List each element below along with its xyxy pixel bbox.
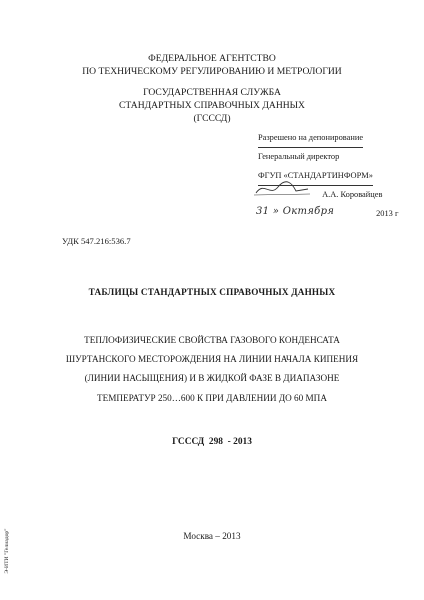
subtitle-line-1: ТЕПЛОФИЗИЧЕСКИЕ СВОЙСТВА ГАЗОВОГО КОНДЕНСАТА: [84, 335, 340, 345]
service-line-3: (ГСССД): [193, 113, 231, 124]
agency-line-2: ПО ТЕХНИЧЕСКОМУ РЕГУЛИРОВАНИЮ И МЕТРОЛОГИИ: [82, 66, 342, 77]
document-title: ТАБЛИЦЫ СТАНДАРТНЫХ СПРАВОЧНЫХ ДАННЫХ: [88, 287, 336, 297]
approval-year: 2013 г: [376, 209, 399, 218]
agency-header: [0, 52, 424, 78]
service-line-2: СТАНДАРТНЫХ СПРАВОЧНЫХ ДАННЫХ: [119, 100, 305, 111]
subtitle-line-3: (ЛИНИИ НАСЫЩЕНИЯ) И В ЖИДКОЙ ФАЗЕ В ДИАПАЗОНЕ: [84, 373, 340, 384]
approval-permit: Разрешено на депонирование: [258, 128, 418, 147]
subtitle-line-2: ШУРТАНСКОГО МЕСТОРОЖДЕНИЯ НА ЛИНИИ НАЧАЛА КИПЕНИЯ: [65, 354, 359, 365]
city-year: Москва – 2013: [183, 531, 241, 541]
approval-block: [258, 128, 418, 223]
approval-signer: А.А. Коровайцев: [322, 190, 383, 199]
approval-position: Генеральный директор: [258, 152, 340, 161]
service-line-1: ГОСУДАРСТВЕННАЯ СЛУЖБА: [143, 87, 281, 98]
approval-date-row: [258, 204, 418, 223]
approval-org: ФГУП «СТАНДАРТИНФОРМ»: [258, 166, 418, 185]
subtitle-line-4: ТЕМПЕРАТУР 250…600 К ПРИ ДАВЛЕНИИ ДО 60 МПА: [97, 392, 327, 403]
standard-code: ГСССД 298 - 2013: [172, 437, 252, 447]
document-subtitle: [0, 331, 424, 408]
signature-mark: [252, 179, 312, 199]
side-note: Э-ИТИ "Гелиадор": [4, 528, 10, 574]
approval-date-handwritten: 31 » Октября: [256, 206, 335, 217]
udk-code: УДК 547.216:536.7: [62, 236, 131, 246]
agency-line-1: ФЕДЕРАЛЬНОЕ АГЕНТСТВО: [148, 53, 276, 64]
service-header: [0, 86, 424, 125]
